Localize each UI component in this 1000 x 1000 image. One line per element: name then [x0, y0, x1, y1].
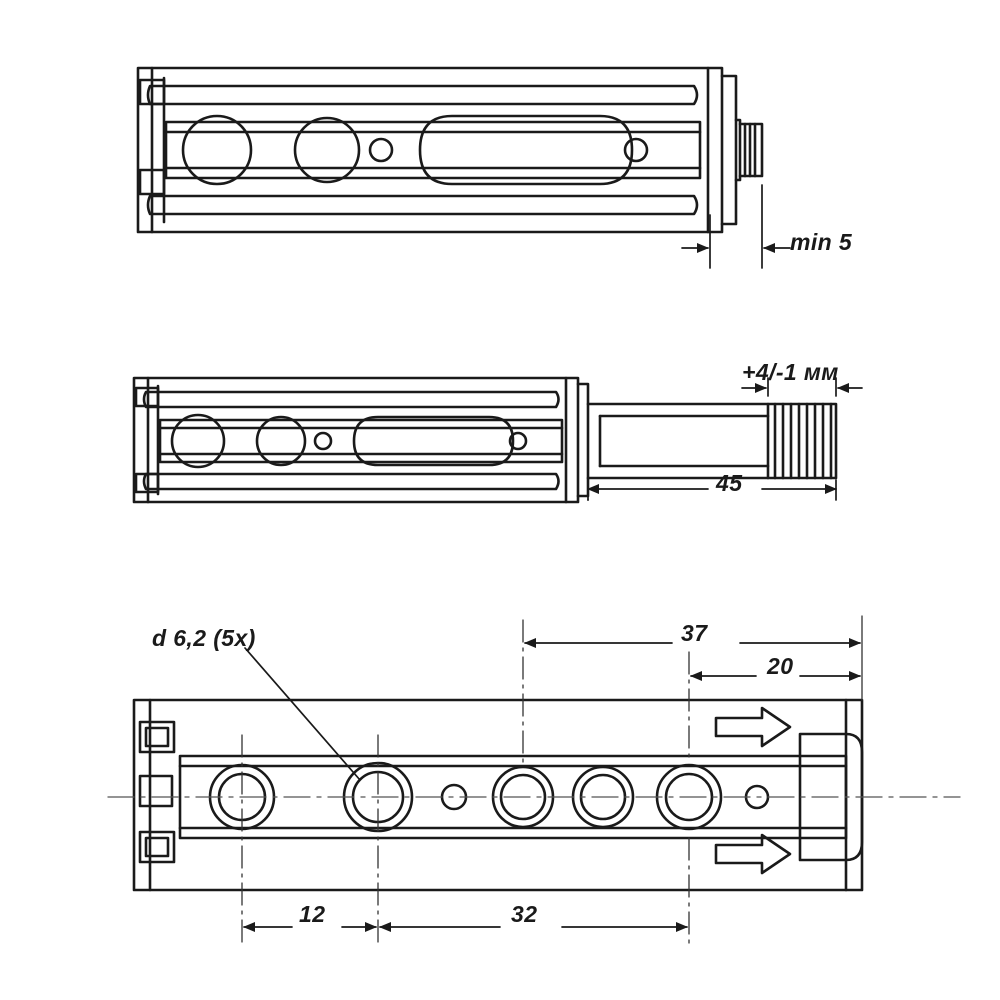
dimension-label-hole-spec: d 6,2 (5x) — [152, 625, 256, 651]
dimension-label-37: 37 — [681, 620, 708, 646]
dimension-label-12: 12 — [299, 901, 326, 927]
leader-hole-spec — [245, 648, 360, 780]
arrow-right-top — [716, 708, 790, 746]
view-front-plate — [134, 700, 862, 890]
view-top-retracted — [138, 68, 762, 232]
dimension-label-32: 32 — [511, 901, 538, 927]
dimension-label-45: 45 — [716, 470, 743, 496]
arrow-right-bottom — [716, 835, 790, 873]
dimension-label-min5: min 5 — [790, 229, 853, 255]
dimension-label-tolerance: +4/-1 мм — [742, 359, 839, 385]
dimension-label-20: 20 — [767, 653, 794, 679]
